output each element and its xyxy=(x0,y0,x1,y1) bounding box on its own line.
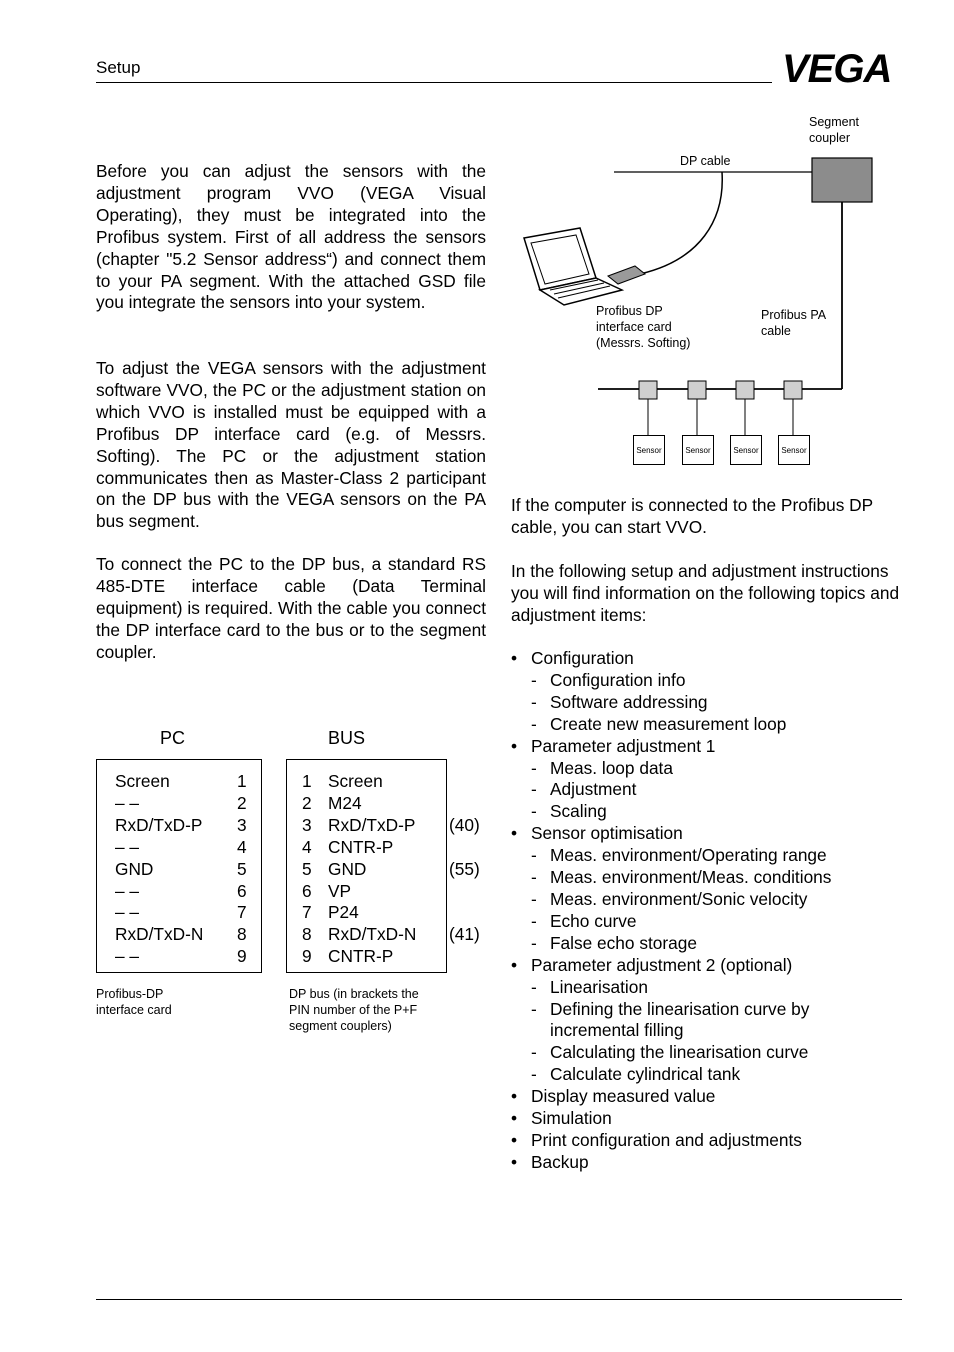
topics-list xyxy=(511,648,911,1174)
dash-icon: - xyxy=(531,1064,537,1085)
topic-item xyxy=(511,736,911,758)
topic-label: Backup xyxy=(531,1151,589,1172)
bus-pin-number: 3 xyxy=(302,814,312,835)
subtopic-item xyxy=(511,867,911,889)
subtopic-label: Defining the linearisation curve by incremental filling xyxy=(550,998,810,1041)
bus-caption-line: segment couplers) xyxy=(289,1019,392,1033)
bus-pin-name: VP xyxy=(328,880,352,901)
subtopic-item xyxy=(511,845,911,867)
bus-pin-name: CNTR-P xyxy=(328,836,394,857)
header-rule xyxy=(96,82,772,83)
adjust-paragraph: To adjust the VEGA sensors with the adjustment software VVO, the PC or the adjustment station on which VVO is installed must be equipped with a Profibus DP interface card (e.g. of Messrs. Softing). The PC or the adjustment station communicates then as Master-Class 2 participant on the DP bus with the VEGA sensors on the PA bus segment. xyxy=(96,358,486,532)
subtopic-item xyxy=(511,933,911,955)
bus-pin-number: 8 xyxy=(302,924,312,945)
bullet-icon: • xyxy=(511,823,518,844)
subtopic-item xyxy=(511,692,911,714)
sensor-box: Sensor xyxy=(682,435,714,465)
subtopic-label: Adjustment xyxy=(550,779,637,800)
pa-cable-label xyxy=(761,307,826,339)
bus-pin-name: P24 xyxy=(328,902,359,923)
topic-item xyxy=(511,1108,911,1130)
bus-pin-number: 5 xyxy=(302,858,312,879)
topic-item xyxy=(511,1086,911,1108)
bus-pin-number: 4 xyxy=(302,836,312,857)
segment-coupler-label-line: Segment xyxy=(809,115,860,129)
interface-card-shape xyxy=(608,266,645,284)
dash-icon: - xyxy=(531,757,537,778)
subtopic-item xyxy=(511,889,911,911)
topic-label: Configuration xyxy=(531,648,634,668)
pc-pin-name: – – xyxy=(115,902,140,923)
pa-cable-label-line: cable xyxy=(761,324,791,338)
pc-caption-line: Profibus-DP xyxy=(96,987,164,1001)
dash-icon: - xyxy=(531,1042,537,1063)
pc-pin-name: RxD/TxD-P xyxy=(115,814,203,835)
subtopic-item xyxy=(511,1042,911,1064)
pf-pin-number: (41) xyxy=(449,924,480,945)
dp-card-label-line: (Messrs. Softing) xyxy=(596,336,691,350)
pc-pin-number: 3 xyxy=(237,814,247,835)
topic-suffix: (optional) xyxy=(715,954,793,975)
topic-item xyxy=(511,1152,911,1174)
dash-icon: - xyxy=(531,932,537,953)
bullet-icon: • xyxy=(511,648,518,668)
subtopic-label: False echo storage xyxy=(550,932,697,953)
subtopic-item xyxy=(511,714,911,736)
pf-pin-number: (40) xyxy=(449,814,480,835)
bus-pin-table xyxy=(286,759,447,973)
dp-cable-curve xyxy=(640,172,722,274)
topic-item xyxy=(511,1130,911,1152)
subtopic-item xyxy=(511,977,911,999)
subtopic-label: Configuration info xyxy=(550,669,686,690)
intro-paragraph: Before you can adjust the sensors with the adjustment program VVO (VEGA Visual Operating), they must be integrated into the Profibus system. First of all address the sensors (chapter "5.2 Sensor address“) and connect them to your PA segment. With the attached GSD file you integrate the sensors into your system. xyxy=(96,161,486,313)
bus-pin-number: 6 xyxy=(302,880,312,901)
pc-pin-number: 5 xyxy=(237,858,247,879)
subtopic-item xyxy=(511,670,911,692)
subtopic-item xyxy=(511,801,911,823)
pc-pin-name: RxD/TxD-N xyxy=(115,924,204,945)
pc-pin-number: 1 xyxy=(237,771,247,791)
bus-pin-number: 7 xyxy=(302,902,312,923)
pc-pin-number: 7 xyxy=(237,902,247,923)
dash-icon: - xyxy=(531,910,537,931)
subtopic-item xyxy=(511,758,911,780)
sensor-box: Sensor xyxy=(778,435,810,465)
bus-tap xyxy=(784,381,802,399)
subtopic-item xyxy=(511,911,911,933)
bullet-icon: • xyxy=(511,1129,518,1150)
dp-card-label-line: interface card xyxy=(596,320,672,334)
subtopic-label: Linearisation xyxy=(550,976,648,997)
bus-caption-line: PIN number of the P+F xyxy=(289,1003,418,1017)
pc-pin-name: – – xyxy=(115,836,140,857)
logo-text: VEGA xyxy=(782,50,892,86)
pc-pin-name: – – xyxy=(115,946,140,967)
dash-icon: - xyxy=(531,779,537,800)
dash-icon: - xyxy=(531,845,537,866)
topics-intro-paragraph: In the following setup and adjustment instructions you will find information on the following topics and adjustment items: xyxy=(511,561,900,625)
bus-tap xyxy=(736,381,754,399)
pc-pin-name: – – xyxy=(115,880,140,901)
pc-title: PC xyxy=(160,728,186,748)
bullet-icon: • xyxy=(511,1086,518,1107)
laptop-icon xyxy=(524,228,622,305)
segment-coupler-box xyxy=(812,158,872,202)
bus-pin-name: RxD/TxD-P xyxy=(328,814,416,835)
sensor-box: Sensor xyxy=(730,435,762,465)
bus-title: BUS xyxy=(328,728,366,748)
pc-pin-name: – – xyxy=(115,792,140,813)
topic-label: Sensor optimisation xyxy=(531,823,683,844)
subtopic-label: Meas. environment/Operating range xyxy=(550,845,827,866)
dp-card-label xyxy=(596,303,690,351)
dash-icon: - xyxy=(531,691,537,712)
bus-pin-name: M24 xyxy=(328,792,362,813)
dash-icon: - xyxy=(531,713,537,734)
bullet-icon: • xyxy=(511,1151,518,1172)
topic-item xyxy=(511,955,911,977)
dash-icon: - xyxy=(531,669,537,690)
subtopic-label: Calculate cylindrical tank xyxy=(550,1064,741,1085)
pc-pin-table xyxy=(96,759,262,973)
subtopic-label: Meas. loop data xyxy=(550,757,673,778)
pf-pin-column xyxy=(449,759,489,971)
pc-caption-line: interface card xyxy=(96,1003,172,1017)
pc-pin-number: 4 xyxy=(237,836,247,857)
dash-icon: - xyxy=(531,976,537,997)
pc-pin-number: 8 xyxy=(237,924,247,945)
bus-caption xyxy=(289,986,419,1034)
topic-label: Parameter adjustment 2 xyxy=(531,954,716,975)
footer-rule xyxy=(96,1299,902,1300)
subtopic-label: Meas. environment/Sonic velocity xyxy=(550,888,808,909)
pc-pin-name: GND xyxy=(115,858,154,879)
dash-icon: - xyxy=(531,867,537,888)
topic-item xyxy=(511,648,911,670)
bus-pin-name: GND xyxy=(328,858,367,879)
dp-card-label-line: Profibus DP xyxy=(596,304,663,318)
section-title: Setup xyxy=(96,58,141,77)
bus-caption-line: DP bus (in brackets the xyxy=(289,987,419,1001)
topic-label: Parameter adjustment 1 xyxy=(531,735,716,756)
bus-pin-name: CNTR-P xyxy=(328,946,394,967)
vega-logo xyxy=(782,50,902,86)
subtopic-label: Software addressing xyxy=(550,691,708,712)
topic-item xyxy=(511,823,911,845)
pc-pin-number: 2 xyxy=(237,792,247,813)
pc-pin-number: 6 xyxy=(237,880,247,901)
start-vvo-paragraph: If the computer is connected to the Profibus DP cable, you can start VVO. xyxy=(511,495,873,537)
pc-pin-name: Screen xyxy=(115,771,170,791)
subtopic-item xyxy=(511,999,911,1043)
bullet-icon: • xyxy=(511,1108,518,1129)
subtopic-label: Scaling xyxy=(550,801,607,822)
topic-label: Simulation xyxy=(531,1108,612,1129)
pf-pin-number: (55) xyxy=(449,858,480,879)
dp-cable-label: DP cable xyxy=(680,154,731,168)
subtopic-label: Create new measurement loop xyxy=(550,713,787,734)
bus-tap xyxy=(639,381,657,399)
dash-icon: - xyxy=(531,801,537,822)
bus-pin-name: RxD/TxD-N xyxy=(328,924,417,945)
connect-paragraph: To connect the PC to the DP bus, a standard RS 485-DTE interface cable (Data Terminal equipment) is required. With the cable you connect the DP interface card to the bus or to the segment coupler. xyxy=(96,554,486,662)
bullet-icon: • xyxy=(511,954,518,975)
subtopic-label: Calculating the linearisation curve xyxy=(550,1042,809,1063)
pc-caption xyxy=(96,986,172,1018)
topic-label: Print configuration and adjustments xyxy=(531,1129,802,1150)
subtopic-item xyxy=(511,779,911,801)
bus-tap xyxy=(688,381,706,399)
bus-pin-number: 9 xyxy=(302,946,312,967)
segment-coupler-label-line: coupler xyxy=(809,131,850,145)
pc-pin-number: 9 xyxy=(237,946,247,967)
bullet-icon: • xyxy=(511,735,518,756)
dash-icon: - xyxy=(531,888,537,909)
subtopic-label: Echo curve xyxy=(550,910,637,931)
subtopic-item xyxy=(511,1064,911,1086)
dash-icon: - xyxy=(531,998,537,1019)
bus-pin-number: 2 xyxy=(302,792,312,813)
segment-coupler-label xyxy=(809,114,859,146)
sensor-box: Sensor xyxy=(633,435,665,465)
subtopic-label: Meas. environment/Meas. conditions xyxy=(550,867,832,888)
bus-pin-name: Screen xyxy=(328,771,383,791)
pa-cable-label-line: Profibus PA xyxy=(761,308,827,322)
topic-label: Display measured value xyxy=(531,1086,716,1107)
bus-pin-number: 1 xyxy=(302,771,312,791)
